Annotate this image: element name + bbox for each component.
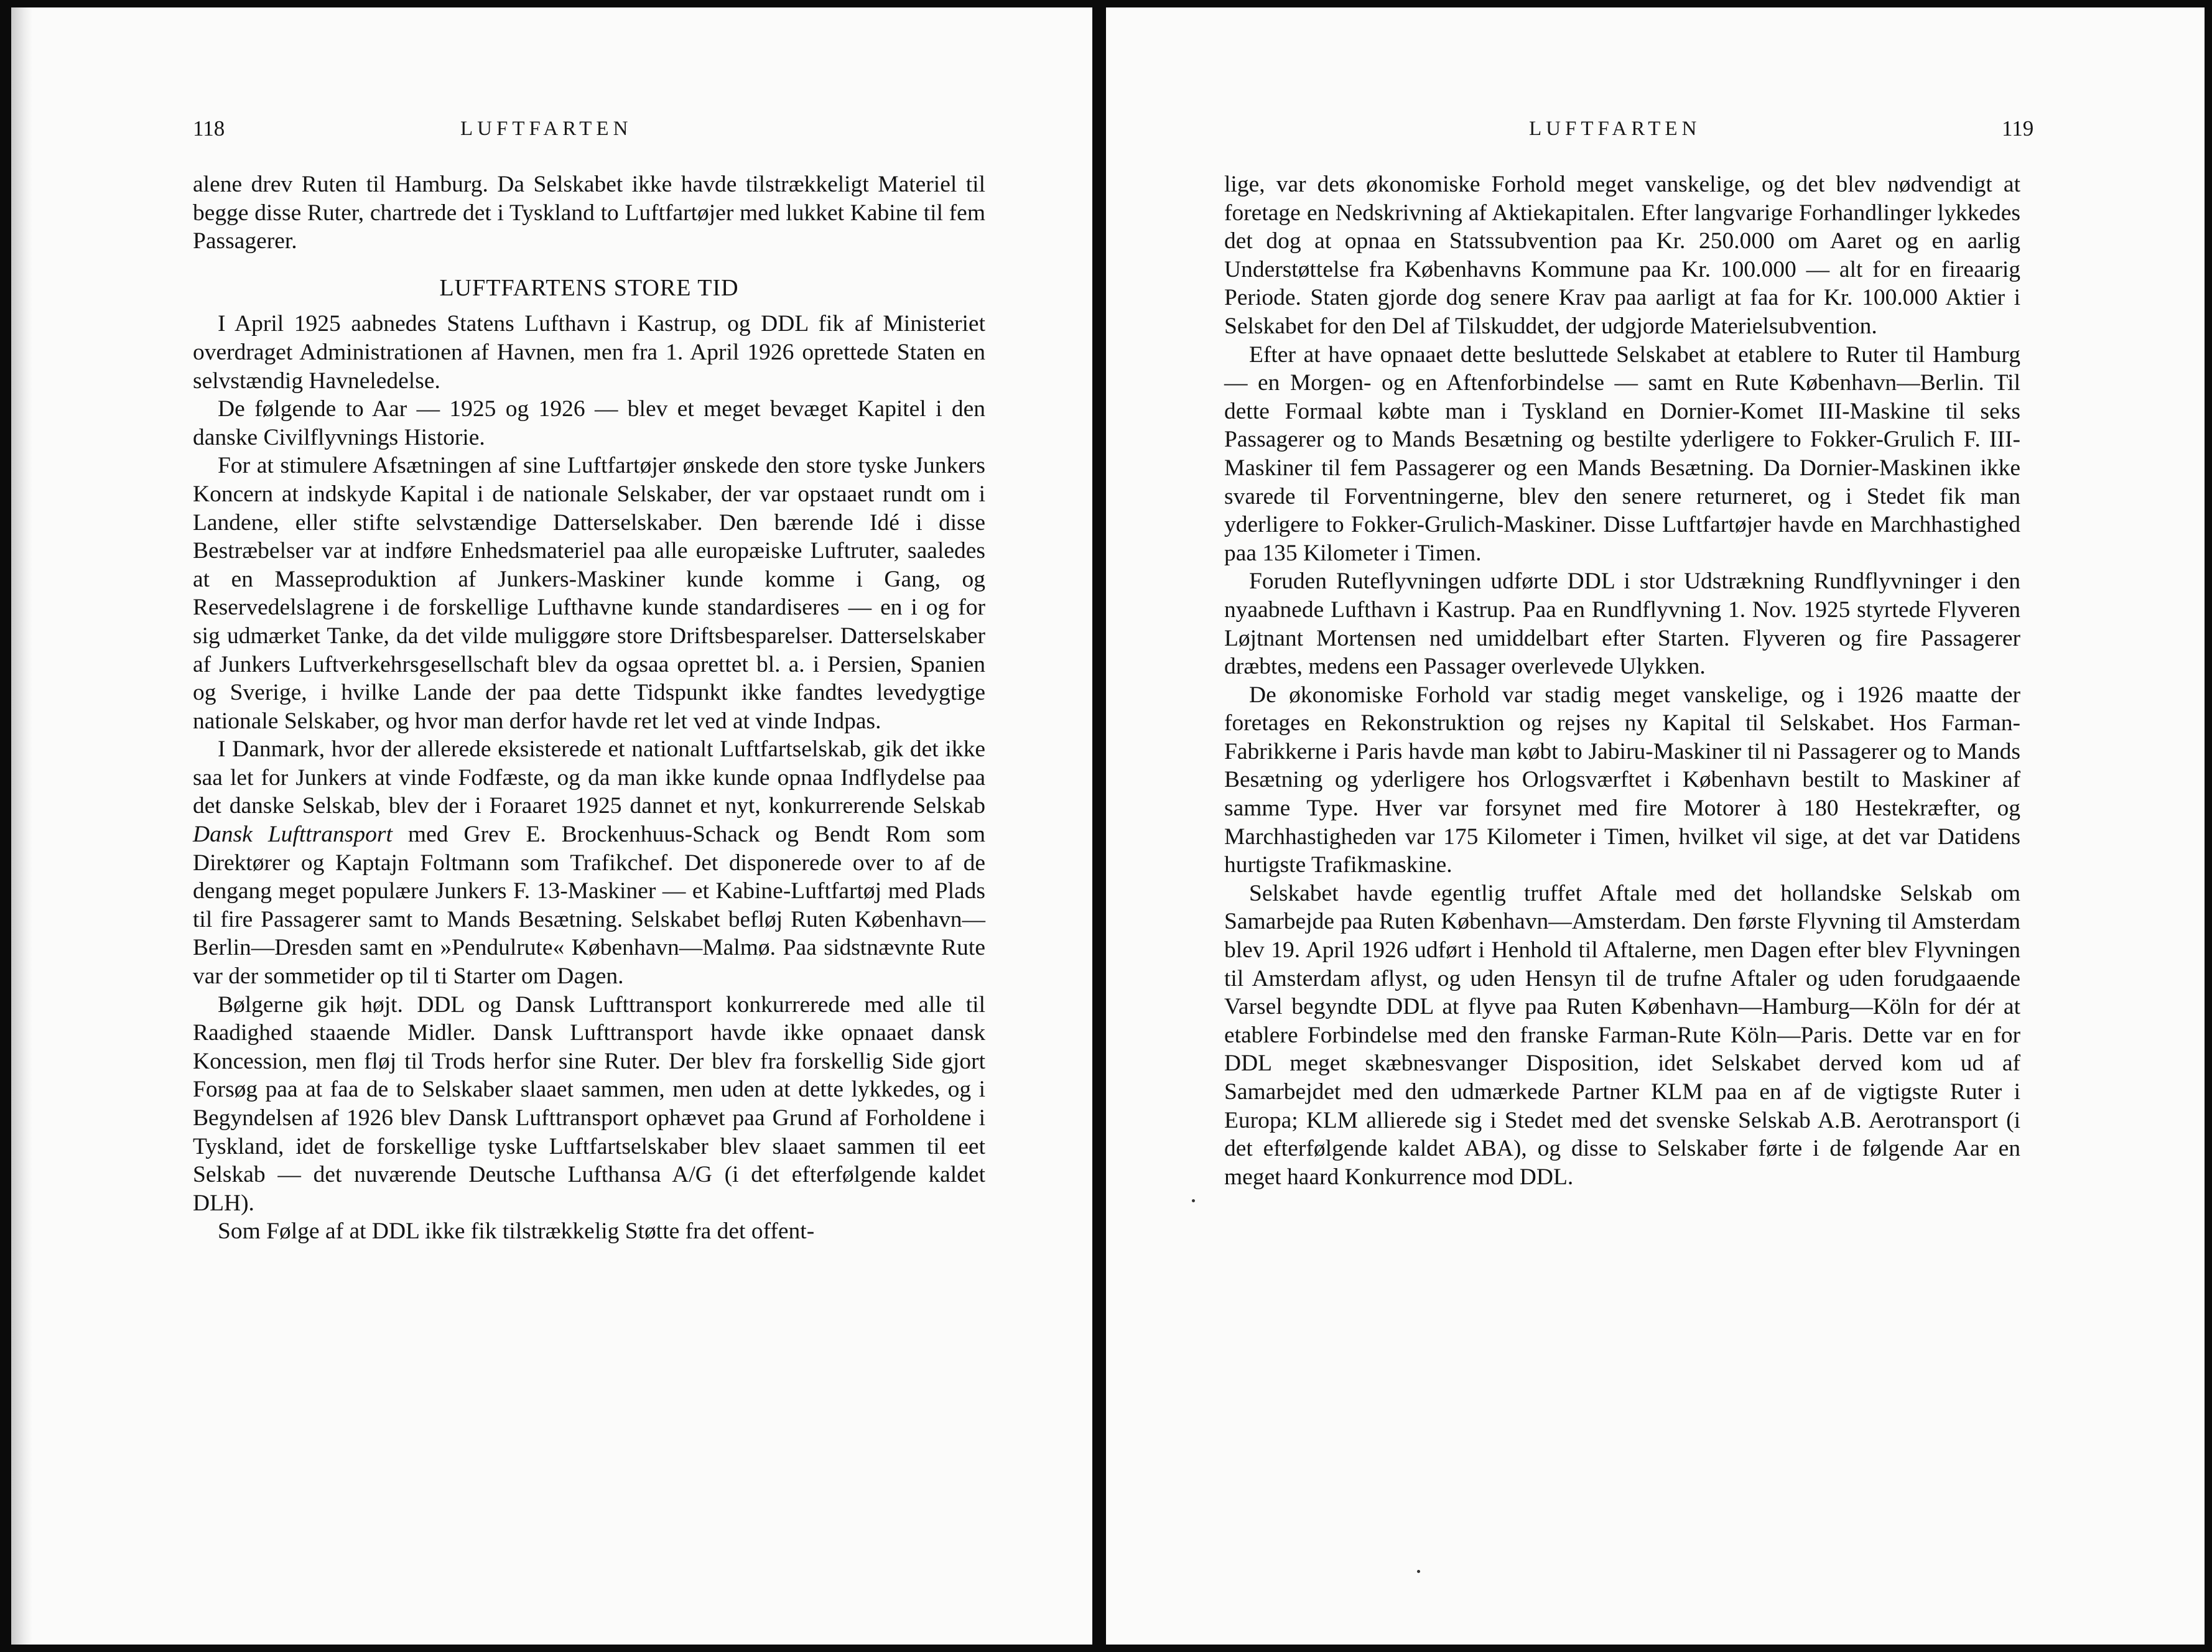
section-heading: LUFTFARTENS STORE TID [439, 274, 739, 301]
text-run: I Danmark, hvor der allerede eksisterede et nationalt Luftfartselskab, gik det ikke saa let for Junkers at vinde Fodfæste, og da man ikke kunde opnaa Indflydelse paa det danske Selskab, blev der i Foraaret 1925 dannet et nyt, konkurrerende Selskab [193, 736, 985, 819]
running-head: LUFTFARTEN [1529, 118, 1701, 140]
running-head: LUFTFARTEN [460, 118, 633, 140]
paragraph: De økonomiske Forhold var stadig meget vanskelige, og i 1926 maatte der foretages en Rekonstruktion og rejses ny Kapital til Selskabet. Hos Farman-Fabrikkerne i Paris havde man købt to Jabiru-Maskiner til ni Passagerer og to Mands Besætning og yderligere hos Orlogsværftet i København bestilt to Maskiner af samme Type. Hver var forsynet med fire Motorer à 180 Hestekræfter, og Marchhastigheden var 175 Kilometer i Timen, hvilket vil sige, at det var Datidens hurtigste Trafikmaskine. [1224, 682, 2020, 878]
paragraph [193, 735, 985, 990]
left-text-block [193, 170, 985, 1246]
paragraph: Foruden Ruteflyvningen udførte DDL i stor Udstrækning Rundflyvninger i den nyaabnede Lufthavn i Kastrup. Paa en Rundflyvning 1. Nov. 1925 styrtede Flyveren Løjtnant Mortensen ned umiddelbart efter Starten. Flyveren og fire Passagerer dræbtes, medens een Passager overlevede Ulykken. [1224, 568, 2020, 680]
paragraph: For at stimulere Afsætningen af sine Luftfartøjer ønskede den store tyske Junkers Koncern at indskyde Kapital i de nationale Selskaber, der var opstaaet rundt om i Landene, eller stifte selvstændige Datterselskaber. Den bærende Idé i disse Bestræbelser var at indføre Enhedsmateriel paa alle europæiske Luftruter, saaledes at en Masseproduktion af Junkers-Maskiner kunde komme i Gang, og Reservedelslagrene i de forskellige Lufthavne kunde standardiseres — en i og for sig udmærket Tanke, da det vilde muliggøre store Driftsbesparelser. Datterselskaber af Junkers Luftverkehrsgesellschaft blev da ogsaa oprettet bl. a. i Persien, Spanien og Sverige, i hvilke Lande der paa dette Tidspunkt ikke fandtes levedygtige nationale Selskaber, og hvor man derfor havde ret let ved at vinde Indpas. [193, 453, 985, 734]
right-text-block [1224, 170, 2020, 1191]
page-number: 119 [2002, 116, 2034, 141]
paragraph: Efter at have opnaaet dette besluttede Selskabet at etablere to Ruter til Hamburg — en Morgen- og en Aftenforbindelse — samt en Rute København—Berlin. Til dette Formaal købte man i Tyskland en Dornier-Komet III-Maskine til seks Passagerer og to Mands Besætning og bestilte yderligere to Fokker-Grulich F. III-Maskiner til fem Passagerer og een Mands Besætning. Da Dornier-Maskinen ikke svarede til Forventningerne, blev den senere returneret, og i Stedet fik man yderligere to Fokker-Grulich-Maskiner. Disse Luftfartøjer havde en Marchhastighed paa 135 Kilometer i Timen. [1224, 341, 2020, 566]
paragraph: lige, var dets økonomiske Forhold meget vanskelige, og det blev nødvendigt at foretage en Nedskrivning af Aktiekapitalen. Efter langvarige Forhandlinger lykkedes det dog at opnaa en Statssubvention paa Kr. 250.000 om Aaret og en aarlig Understøttelse fra Københavns Kommune paa Kr. 100.000 — alt for en fireaarig Periode. Staten gjorde dog senere Krav paa aarligt at faa for Kr. 100.000 Aktier i Selskabet for den Del af Tilskuddet, der udgjorde Materielsubvention. [1224, 172, 2020, 339]
paragraph: Som Følge af at DDL ikke fik tilstrækkelig Støtte fra det offent- [218, 1218, 815, 1245]
paragraph: De følgende to Aar — 1925 og 1926 — blev et meget bevæget Kapitel i den danske Civilflyvnings Historie. [193, 396, 985, 450]
right-page [1106, 7, 2205, 1645]
page-number: 118 [193, 116, 225, 141]
page-gutter-shadow [11, 7, 32, 1645]
print-speck [1417, 1570, 1420, 1573]
paragraph: Selskabet havde egentlig truffet Aftale med det hollandske Selskab om Samarbejde paa Ruten København—Amsterdam. Den første Flyvning til Amsterdam blev 19. April 1926 udført i Henhold til Aftalerne, men Dagen efter blev Flyvningen til Amsterdam aflyst, og uden Hensyn til de trufne Aftaler og uden forudgaaende Varsel begyndte DDL at flyve paa Ruten København—Hamburg—Köln for dér at etablere Forbindelse med den franske Farman-Rute Köln—Paris. Dette var en for DDL meget skæbnesvanger Disposition, idet Selskabet derved kom ud af Samarbejdet med den udmærkede Partner KLM paa en af de vigtigste Ruter i Europa; KLM allierede sig i Stedet med det svenske Selskab A.B. Aerotransport (i det efterfølgende kaldet ABA), og disse to Selskaber førte i de følgende Aar en meget haard Konkurrence mod DDL. [1224, 880, 2020, 1190]
paragraph: I April 1925 aabnedes Statens Lufthavn i Kastrup, og DDL fik af Ministeriet overdraget Administrationen af Havnen, men fra 1. April 1926 oprettede Staten en selvstændig Havneledelse. [193, 311, 985, 394]
company-name-italic: Dansk Lufttransport [193, 822, 393, 848]
paragraph: alene drev Ruten til Hamburg. Da Selskabet ikke havde tilstrækkeligt Materiel til begge disse Ruter, chartrede det i Tyskland to Luftfartøjer med lukket Kabine til fem Passagerer. [193, 172, 985, 254]
paragraph: Bølgerne gik højt. DDL og Dansk Lufttransport konkurrerede med alle til Raadighed staaende Midler. Dansk Lufttransport havde ikke opnaaet dansk Koncession, men fløj til Trods herfor sine Ruter. Der blev fra forskellig Side gjort Forsøg paa at faa de to Selskaber slaaet sammen, men uden at dette lykkedes, og i Begyndelsen af 1926 blev Dansk Lufttransport ophævet paa Grund af Forholdene i Tyskland, idet de forskellige tyske Luftfartselskaber blev slaaet sammen til eet Selskab — det nuværende Deutsche Lufthansa A/G (i det efterfølgende kaldet DLH). [193, 991, 985, 1216]
print-speck [1192, 1199, 1195, 1202]
left-page [11, 7, 1092, 1645]
text-run: med Grev E. Brockenhuus-Schack og Bendt Rom som Direktører og Kaptajn Foltmann som Trafikchef. Det disponerede over to af de dengang meget populære Junkers F. 13-Maskiner — et Kabine-Luftfartøj med Plads til fire Passagerer samt to Mands Besætning. Selskabet befløj Ruten København—Berlin—Dresden samt en »Pendulrute« København—Malmø. Paa sidstnævnte Rute var der sommetider op til ti Starter om Dagen. [193, 822, 985, 990]
